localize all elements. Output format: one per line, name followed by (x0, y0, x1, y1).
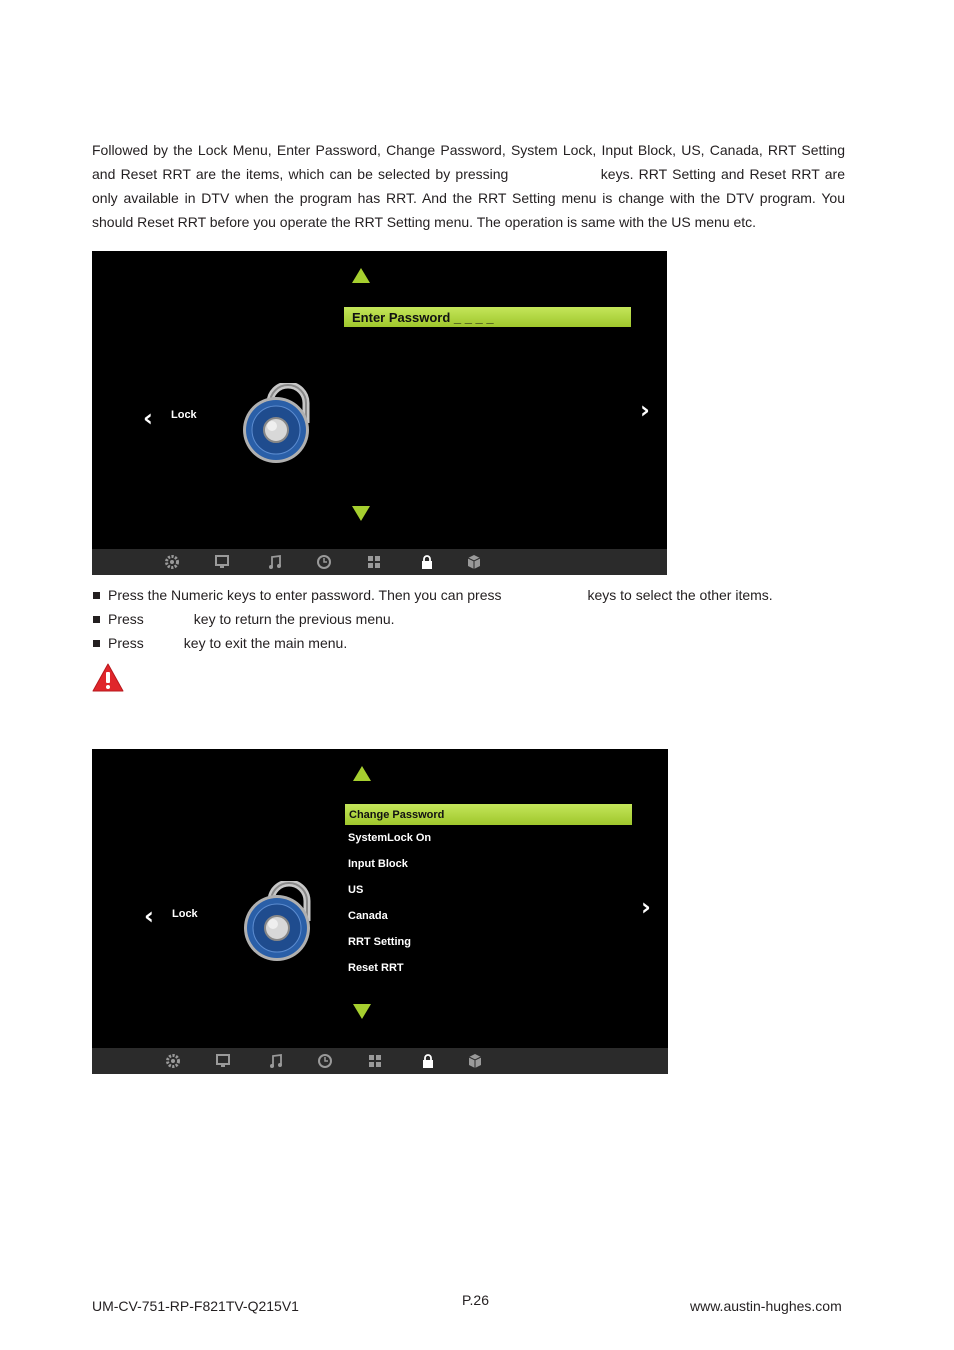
scroll-down-arrow-icon[interactable] (353, 1004, 371, 1019)
enter-password-item[interactable]: Enter Password _ _ _ _ (344, 307, 631, 327)
chevron-left-icon[interactable]: ‹ (144, 902, 154, 930)
padlock-dial-icon (241, 881, 317, 963)
lock-label: Lock (171, 409, 197, 421)
menu-item-canada[interactable]: Canada (348, 910, 388, 922)
list-item: Press the Numeric keys to enter password. Then you can press keys to select the other items. (92, 583, 773, 607)
chevron-right-icon[interactable]: › (641, 893, 651, 921)
menu-item-systemlock[interactable]: SystemLock On (348, 832, 432, 844)
menu-item-us[interactable]: US (348, 884, 364, 896)
menu-item-rrt-setting[interactable]: RRT Setting (348, 936, 411, 948)
music-note-icon[interactable] (268, 1053, 284, 1069)
website-link[interactable]: www.austin-hughes.com (690, 1298, 842, 1314)
display-monitor-icon[interactable] (215, 1053, 231, 1069)
bottom-menu-bar (92, 1048, 668, 1074)
lock-menu-screen-items (92, 749, 668, 1074)
apps-grid-icon[interactable] (366, 554, 382, 570)
padlock-icon[interactable] (420, 1053, 436, 1069)
instruction-list (92, 583, 773, 655)
menu-item-reset-rrt[interactable]: Reset RRT (348, 962, 404, 974)
list-item: Press key to exit the main menu. (92, 631, 773, 655)
page-number: P.26 (462, 1292, 489, 1308)
warning-icon (92, 663, 124, 693)
padlock-dial-icon (240, 383, 316, 465)
cube-icon[interactable] (467, 1053, 483, 1069)
settings-gear-icon[interactable] (165, 1053, 181, 1069)
list-item: Press key to return the previous menu. (92, 607, 773, 631)
apps-grid-icon[interactable] (367, 1053, 383, 1069)
menu-item-input-block[interactable]: Input Block (348, 858, 408, 870)
document-code: UM-CV-751-RP-F821TV-Q215V1 (92, 1298, 299, 1314)
intro-text-part1: Followed by the Lock Menu, Enter Password, Change Password, System Lock, Input Block, US, Canada, RRT Setting and Reset RRT are the items, which can be selected by pressing (92, 142, 845, 182)
bottom-menu-bar (92, 549, 667, 575)
clock-icon[interactable] (317, 1053, 333, 1069)
scroll-down-arrow-icon[interactable] (352, 506, 370, 521)
chevron-right-icon[interactable]: › (640, 396, 650, 424)
change-password-item[interactable]: Change Password (345, 804, 632, 825)
intro-text-part2: keys. RRT Setting and Reset RRT are only available in DTV when the program has RRT. And the RRT Setting menu is change with the DTV program. You should Reset RRT before you operate the RRT Setting menu. The operation is same with the US menu etc. (92, 166, 846, 230)
settings-gear-icon[interactable] (164, 554, 180, 570)
lock-label: Lock (172, 908, 198, 920)
cube-icon[interactable] (466, 554, 482, 570)
lock-menu-screen-enter-password (92, 251, 667, 575)
padlock-icon[interactable] (419, 554, 435, 570)
clock-icon[interactable] (316, 554, 332, 570)
display-monitor-icon[interactable] (214, 554, 230, 570)
chevron-left-icon[interactable]: ‹ (143, 404, 153, 432)
scroll-up-arrow-icon[interactable] (353, 766, 371, 781)
scroll-up-arrow-icon[interactable] (352, 268, 370, 283)
intro-paragraph (92, 138, 845, 234)
music-note-icon[interactable] (267, 554, 283, 570)
